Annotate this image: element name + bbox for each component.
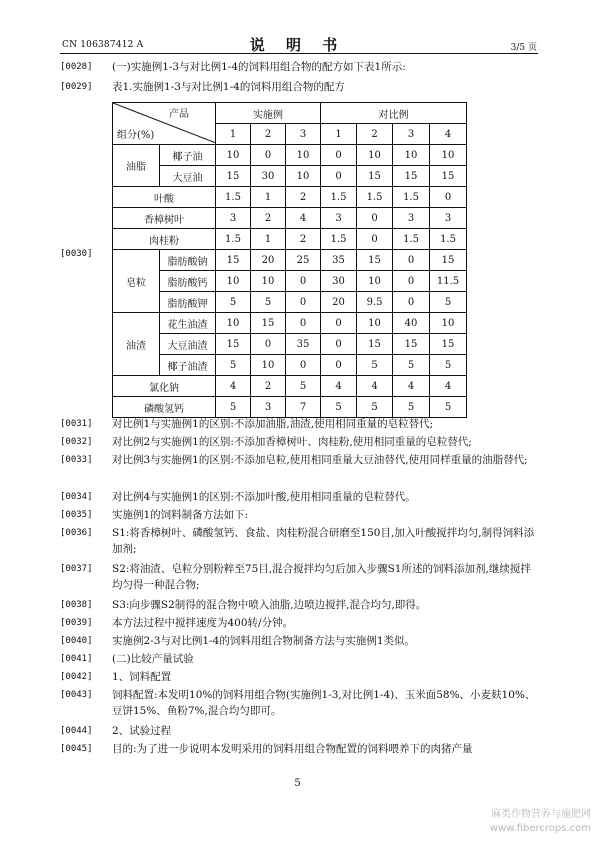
- table-cell: 0: [286, 313, 321, 334]
- paragraph-tag: [0044]: [60, 726, 93, 736]
- paragraph-text: 实施例2-3与对比例1-4的饲料用组合物制备方法与实施例1类似。: [112, 635, 415, 647]
- paragraph-0037: [60, 562, 536, 593]
- table-cell: 10: [357, 145, 393, 166]
- table-cell: 10: [430, 145, 467, 166]
- column-number: 3: [286, 124, 321, 145]
- table-cell: 15: [216, 250, 251, 271]
- table-row: [113, 166, 467, 187]
- paragraph-tag: [0031]: [60, 419, 93, 429]
- paragraph-0033: [60, 453, 536, 469]
- table-cell: 4: [216, 376, 251, 397]
- paragraph-text: 目的:为了进一步说明本发明采用的饲料用组合物配置的饲料喂养下的肉猪产量: [112, 743, 473, 755]
- row-label: 椰子油: [160, 145, 216, 166]
- paragraph-0028: [60, 60, 536, 76]
- table-cell: 10: [251, 271, 286, 292]
- table-row: [113, 145, 467, 166]
- table-row: [113, 355, 467, 376]
- header-rule: [60, 53, 538, 54]
- row-label: 椰子油渣: [160, 355, 216, 376]
- column-number: 1: [216, 124, 251, 145]
- table-cell: 0: [321, 145, 357, 166]
- paragraph-tag: [0045]: [60, 744, 93, 754]
- paragraph-tag: [0033]: [60, 455, 93, 465]
- table-cell: 5: [430, 355, 467, 376]
- row-label: 花生油渣: [160, 313, 216, 334]
- row-label: 氯化钠: [113, 376, 216, 397]
- paragraph-0036: [60, 526, 536, 557]
- table-cell: 1.5: [321, 229, 357, 250]
- table-row: [113, 292, 467, 313]
- table-cell: 1: [251, 229, 286, 250]
- paragraph-tag: [0029]: [60, 82, 93, 92]
- table-cell: 5: [430, 292, 467, 313]
- table-cell: 1.5: [357, 187, 393, 208]
- table-corner-cell: [113, 103, 216, 145]
- paragraph-tag: [0039]: [60, 618, 93, 628]
- page-number: 5: [294, 778, 301, 789]
- table-cell: 0: [430, 187, 467, 208]
- row-label: 肉桂粉: [113, 229, 216, 250]
- paragraph-tag: [0037]: [60, 564, 93, 574]
- table-cell: 25: [286, 250, 321, 271]
- column-number: 4: [430, 124, 467, 145]
- paragraph-tag: [0036]: [60, 528, 93, 538]
- table-cell: 10: [430, 313, 467, 334]
- table-cell: 5: [321, 397, 357, 418]
- table-cell: 40: [393, 313, 430, 334]
- table-cell: 3: [393, 208, 430, 229]
- subsection-heading: 2、试验过程: [112, 725, 172, 737]
- watermark-url: www.fibercrops.com: [489, 823, 591, 834]
- table-cell: 2: [286, 229, 321, 250]
- table-cell: 15: [357, 166, 393, 187]
- table-cell: 0: [286, 292, 321, 313]
- paragraph-text: 对比例1与实施例1的区别:不添加油脂,油渣,使用相同重量的皂粒替代;: [112, 418, 434, 430]
- paragraph-0044: [60, 724, 536, 740]
- paragraph-text: S3:向步骤S2制得的混合物中喷入油脂,边喷边搅拌,混合均匀,即得。: [112, 599, 427, 611]
- table-cell: 0: [393, 250, 430, 271]
- table-cell: 10: [393, 145, 430, 166]
- table-cell: 15: [430, 250, 467, 271]
- table-cell: 0: [321, 166, 357, 187]
- table-row: [113, 229, 467, 250]
- table-cell: 10: [216, 313, 251, 334]
- row-label: 脂肪酸钾: [160, 292, 216, 313]
- table-row: [113, 250, 467, 271]
- table-cell: 1.5: [393, 187, 430, 208]
- table-cell: 15: [393, 166, 430, 187]
- table-cell: 35: [321, 250, 357, 271]
- group-label-oil: 油脂: [113, 145, 160, 187]
- paragraph-0029: [60, 80, 536, 96]
- table-cell: 15: [216, 166, 251, 187]
- paragraph-0038: [60, 598, 536, 614]
- table-cell: 9.5: [357, 292, 393, 313]
- table-cell: 2: [286, 187, 321, 208]
- table-cell: 3: [251, 397, 286, 418]
- row-label: 脂肪酸钠: [160, 250, 216, 271]
- paragraph-text: 饲料配置:本发明10%的饲料用组合物(实施例1-3,对比例1-4)、玉米面58%、小麦麸10%、豆饼15%、鱼粉7%,混合均匀即可。: [112, 689, 536, 717]
- table-row: [113, 313, 467, 334]
- paragraph-0039: [60, 616, 536, 632]
- row-label: 香樟树叶: [113, 208, 216, 229]
- section-heading: (二)比较产量试验: [112, 653, 194, 665]
- table-cell: 0: [286, 271, 321, 292]
- table-cell: 0: [393, 271, 430, 292]
- table-cell: 15: [430, 334, 467, 355]
- table-cell: 3: [216, 208, 251, 229]
- paragraph-tag: [0041]: [60, 654, 93, 664]
- table-cell: 30: [321, 271, 357, 292]
- paragraph-text: (一)实施例1-3与对比例1-4的饲料用组合物的配方如下表1所示:: [112, 61, 406, 73]
- paragraph-tag: [0038]: [60, 600, 93, 610]
- table-cell: 0: [251, 145, 286, 166]
- paragraph-text: 本方法过程中搅拌速度为400转/分钟。: [112, 617, 294, 629]
- watermark-line: 麻类作物营养与施肥网: [491, 809, 591, 820]
- table-row: [113, 187, 467, 208]
- column-number: 1: [321, 124, 357, 145]
- table-cell: 20: [321, 292, 357, 313]
- table-cell: 5: [393, 397, 430, 418]
- table-cell: 4: [393, 376, 430, 397]
- table-cell: 20: [251, 250, 286, 271]
- column-number: 3: [393, 124, 430, 145]
- paragraph-text: 对比例4与实施例1的区别:不添加叶酸,使用相同重量的皂粒替代。: [112, 491, 416, 503]
- table-cell: 2: [251, 208, 286, 229]
- table-cell: 5: [357, 397, 393, 418]
- paragraph-tag: [0035]: [60, 510, 93, 520]
- table-cell: 5: [357, 355, 393, 376]
- table-cell: 15: [357, 334, 393, 355]
- paragraph-tag: [0034]: [60, 492, 93, 502]
- paragraph-text: 对比例3与实施例1的区别:不添加皂粒,使用相同重量大豆油替代,使用同样重量的油脂替代;: [112, 454, 528, 466]
- table-cell: 4: [321, 376, 357, 397]
- table-cell: 15: [430, 166, 467, 187]
- site-watermark: [490, 808, 591, 836]
- table-cell: 5: [430, 397, 467, 418]
- table-cell: 0: [357, 208, 393, 229]
- column-number: 2: [357, 124, 393, 145]
- table-row: [113, 376, 467, 397]
- table-cell: 0: [321, 313, 357, 334]
- paragraph-text: S1:将香樟树叶、磷酸氢钙、食盐、肉桂粉混合研磨至150目,加入叶酸搅拌均匀,制得饲料添加剂;: [112, 527, 535, 555]
- paragraph-0035: [60, 508, 536, 524]
- table-cell: 1.5: [393, 229, 430, 250]
- table-cell: 1: [251, 187, 286, 208]
- table-cell: 5: [216, 355, 251, 376]
- table-row: [113, 208, 467, 229]
- table-cell: 15: [251, 313, 286, 334]
- paragraph-0041: [60, 652, 536, 668]
- table-cell: 0: [251, 334, 286, 355]
- patent-number: CN 106387412 A: [62, 40, 144, 50]
- table-row: [113, 397, 467, 418]
- table-caption: 表1.实施例1-3与对比例1-4的饲料用组合物的配方: [112, 81, 345, 93]
- table-cell: 5: [216, 292, 251, 313]
- table-cell: 4: [430, 376, 467, 397]
- corner-label-product: 产品: [169, 109, 189, 120]
- table-cell: 4: [286, 208, 321, 229]
- row-label: 叶酸: [113, 187, 216, 208]
- table-cell: 0: [321, 334, 357, 355]
- table-cell: 10: [216, 145, 251, 166]
- paragraph-tag: [0030]: [60, 249, 93, 259]
- paragraph-0043: [60, 688, 536, 719]
- table-cell: 15: [216, 334, 251, 355]
- group-label-residue: 油渣: [113, 313, 160, 376]
- paragraph-tag: [0042]: [60, 672, 93, 682]
- table-cell: 5: [216, 397, 251, 418]
- formula-table: [112, 102, 467, 418]
- table-row: [113, 271, 467, 292]
- table-cell: 2: [251, 376, 286, 397]
- table-cell: 11.5: [430, 271, 467, 292]
- table-cell: 0: [393, 292, 430, 313]
- table-cell: 7: [286, 397, 321, 418]
- table-cell: 15: [393, 334, 430, 355]
- group-label-soap: 皂粒: [113, 250, 160, 313]
- table-cell: 15: [357, 250, 393, 271]
- paragraph-0045: [60, 742, 536, 758]
- table-cell: 1.5: [321, 187, 357, 208]
- table-cell: 10: [286, 166, 321, 187]
- paragraph-tag: [0040]: [60, 636, 93, 646]
- paragraph-0034: [60, 490, 536, 506]
- table-cell: 30: [251, 166, 286, 187]
- table-cell: 10: [357, 313, 393, 334]
- table-cell: 10: [357, 271, 393, 292]
- row-label: 磷酸氢钙: [113, 397, 216, 418]
- paragraph-tag: [0032]: [60, 437, 93, 447]
- document-title: 说 明 书: [249, 36, 346, 54]
- table-cell: 0: [321, 355, 357, 376]
- row-label: 大豆油: [160, 166, 216, 187]
- table-cell: 0: [286, 355, 321, 376]
- table-cell: 4: [357, 376, 393, 397]
- subsection-heading: 1、饲料配置: [112, 671, 172, 683]
- table-row: [113, 334, 467, 355]
- page-indicator: 3/5 页: [510, 43, 537, 53]
- table-cell: 10: [216, 271, 251, 292]
- table-cell: 1.5: [216, 229, 251, 250]
- paragraph-0031: [60, 417, 536, 433]
- paragraph-text: 实施例1的饲料制备方法如下:: [112, 509, 249, 521]
- paragraph-text: 对比例2与实施例1的区别:不添加香樟树叶、肉桂粉,使用相同重量的皂粒替代;: [112, 436, 472, 448]
- table-cell: 3: [321, 208, 357, 229]
- group-header-compare: 对比例: [321, 103, 467, 124]
- table-cell: 3: [430, 208, 467, 229]
- corner-label-component: 组分(%): [117, 130, 155, 141]
- table-cell: 1.5: [430, 229, 467, 250]
- table-cell: 10: [286, 145, 321, 166]
- paragraph-tag: [0043]: [60, 690, 93, 700]
- paragraph-text: S2:将油渣、皂粒分别粉粹至75目,混合搅拌均匀后加入步骤S1所述的饲料添加剂,继续搅拌均匀得一种混合物;: [112, 563, 531, 591]
- paragraph-0032: [60, 435, 536, 451]
- column-number: 2: [251, 124, 286, 145]
- table-cell: 10: [251, 355, 286, 376]
- row-label: 脂肪酸钙: [160, 271, 216, 292]
- paragraph-tag: [0028]: [60, 62, 93, 72]
- group-header-example: 实施例: [216, 103, 321, 124]
- row-label: 大豆油渣: [160, 334, 216, 355]
- table-cell: 0: [357, 229, 393, 250]
- table-cell: 5: [393, 355, 430, 376]
- paragraph-0040: [60, 634, 536, 650]
- paragraph-0042: [60, 670, 536, 686]
- table-cell: 35: [286, 334, 321, 355]
- table-cell: 5: [251, 292, 286, 313]
- table-cell: 1.5: [216, 187, 251, 208]
- table-cell: 5: [286, 376, 321, 397]
